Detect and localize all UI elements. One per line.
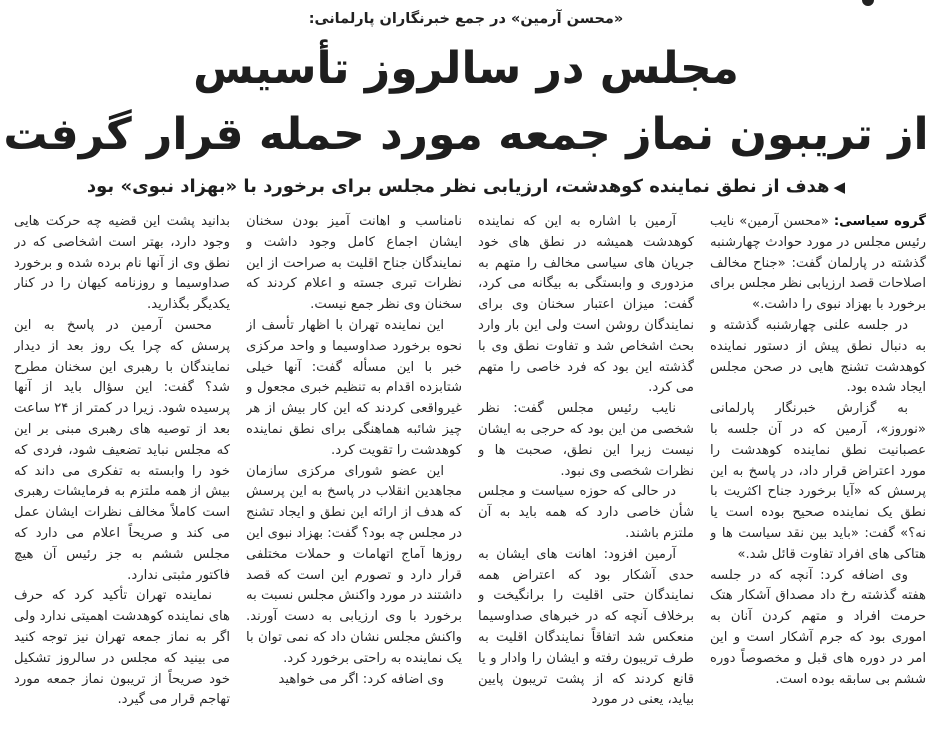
headline-line-1: مجلس در سالروز تأسیس xyxy=(193,43,739,94)
byline-lead: گروه سیاسی: xyxy=(833,214,926,229)
paragraph: آرمین افزود: اهانت های ایشان به حدی آشکار بود که اعتراض همه نمایندگان حتی اقلیت را برانگیخت و برخلاف آنچه که در خبرهای صداوسیما منعکس شد اتفاقاً نمایندگان اقلیت به طرف تریبون رفته و ایشان را وادار و یا قانع کردند که از پشت تریبون پایین بیاید، یعنی در مورد xyxy=(478,546,694,708)
column-3 xyxy=(246,212,462,742)
column-4 xyxy=(14,212,230,742)
subhead-text: هدف از نطق نماینده کوهدشت، ارزیابی نظر مجلس برای برخورد با «بهزاد نبوی» بود xyxy=(86,176,830,197)
paragraph: این عضو شورای مرکزی سازمان مجاهدین انقلاب در پاسخ به این پرسش که هدف از ارائه این نطق و ایجاد تشنج در مجلس چه بود؟ گفت: بهزاد نبوی این روزها آماج اتهامات و حملات مختلفی قرار دارد و تصورم این است که قصد داشتند در مورد واکنش مجلس نسبت به برخورد با وی ارزیابی به دست آورند. واکنش مجلس نشان داد که نمی توان با یک نماینده به راحتی برخورد کرد. xyxy=(246,463,462,666)
paragraph: نماینده تهران تأکید کرد که حرف های نماینده کوهدشت اهمیتی ندارد ولی اگر به نماز جمعه تهران نیز توجه کنید می بینید که مجلس در سالروز تشکیل خود صریحاً از تریبون نماز جمعه مورد تهاجم قرار می گیرد. xyxy=(14,588,230,708)
article-subhead xyxy=(0,172,932,202)
headline-line-2: از تریبون نماز جمعه مورد حمله قرار گرفت xyxy=(3,109,929,160)
triangle-bullet-icon: ◀ xyxy=(833,178,846,196)
paragraph: این نماینده تهران با اظهار تأسف از نحوه برخورد صداوسیما و واحد مرکزی خبر با این مسأله گفت: آنها خیلی شتابزده اقدام به تنظیم خبری مجعول و غیرواقعی کردند که این کار بیش از هر چیز شائبه هماهنگی برای نطق نماینده کوهدشت را تقویت کرد. xyxy=(246,317,462,458)
paragraph: نامناسب و اهانت آمیز بودن سخنان ایشان اجماع کامل وجود داشت و نمایندگان جناح اقلیت به صراحت از این نظرات تبری جسته و اعلام کردند که سخنان وی نظر جمع نیست. xyxy=(246,214,462,313)
paragraph: آرمین با اشاره به این که نماینده کوهدشت همیشه در نطق های خود جریان های سیاسی مخالف را متهم به مزدوری و وابستگی به بیگانه می کرد، گفت: میزان اعتبار سخنان وی برای نمایندگان روشن است ولی این بار وارد بحث اشخاص شد و تفاوت نطق وی با گذشته این بود که فرد خاصی را متهم می کرد. xyxy=(478,214,694,396)
paragraph: بدانید پشت این قضیه چه حرکت هایی وجود دارد، بهتر است اشخاصی که در نطق وی از آنها نام برده شده و برخورد صداوسیما و روزنامه کیهان را در کنار یکدیگر بگذارید. xyxy=(14,214,230,313)
paragraph: وی اضافه کرد: آنچه که در جلسه هفته گذشته رخ داد مصداق آشکار هتک حرمت افراد و متهم کردن آنان به اموری بود که جرم آشکار است و این امر در دوره های قبل و مخصوصاً دوره ششم بی سابقه بوده است. xyxy=(710,567,926,687)
article-kicker: «محسن آرمین» در جمع خبرنگاران پارلمانی: xyxy=(308,11,624,27)
column-1 xyxy=(710,212,926,742)
paragraph: به گزارش خبرنگار پارلمانی «نوروز»، آرمین که در آن جلسه با عصبانیت نطق نماینده کوهدشت را مورد اعتراض قرار داد، در پاسخ به این پرسش که «آیا برخورد جناح اکثریت با نطق یک نماینده صحیح بوده است یا نه؟» گفت: «باید بین نقد سیاست ها و هتاکی های افراد تفاوت قائل شد.» xyxy=(710,401,926,562)
paragraph: محسن آرمین در پاسخ به این پرسش که چرا یک روز بعد از دیدار نمایندگان با رهبری این سخنان مطرح شد؟ گفت: این سؤال باید از آنها پرسیده شود. زیرا در کمتر از ۲۴ ساعت بعد از توصیه های رهبری مبنی بر این که مجلس نباید تضعیف شود، فردی که خود را وابسته به تفکری می داند که بیش از همه ملتزم به فرمایشات رهبری است کاملاً مخالف نظرات ایشان عمل می کند و صریحاً اعلام می دارد که مجلس ششم به جز رئیس آن هیچ فاکتور مثبتی ندارد. xyxy=(14,317,230,583)
paragraph: نایب رئیس مجلس گفت: نظر شخصی من این بود که حرجی به ایشان نیست زیرا این نطق، صحبت ها و نظرات شخصی وی نبود. xyxy=(478,401,694,479)
paragraph: وی اضافه کرد: اگر می خواهید xyxy=(278,671,444,687)
column-2 xyxy=(478,212,694,742)
paragraph-text: «محسن آرمین» نایب رئیس مجلس در مورد حوادث چهارشنبه گذشته در پارلمان گفت: «جناح مخالف اصلاحات قصد ارزیابی نظر مجلس برای برخورد با بهزاد نبوی را داشت.» xyxy=(710,214,926,313)
paragraph xyxy=(710,212,926,316)
article-headline xyxy=(0,36,932,168)
article-body xyxy=(14,212,926,742)
paragraph: در جلسه علنی چهارشنبه گذشته و به دنبال نطق پیش از دستور نماینده کوهدشت تشنج هایی در صحن مجلس ایجاد شده بود. xyxy=(710,317,926,396)
paragraph: در حالی که حوزه سیاست و مجلس شأن خاصی دارد که همه باید به آن ملتزم باشند. xyxy=(478,484,694,541)
